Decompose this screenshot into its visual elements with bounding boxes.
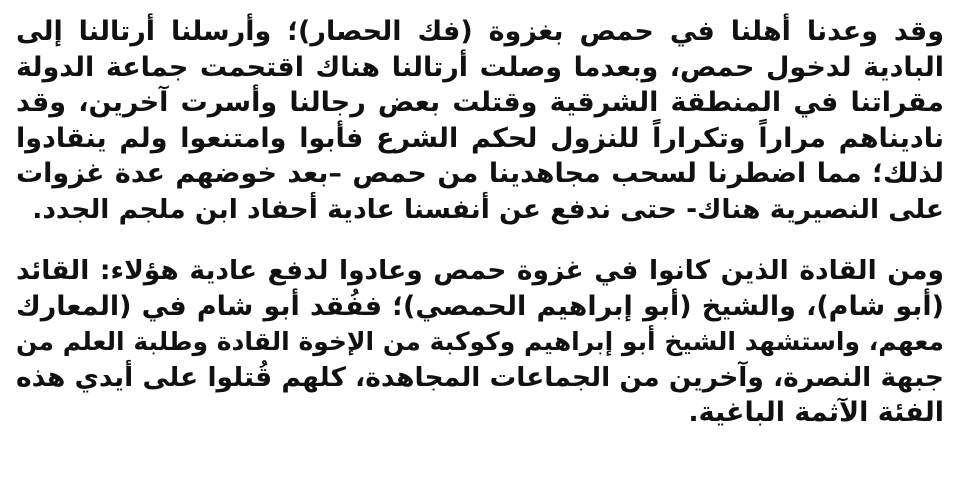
text-line: الفئة الآثمة الباغية. bbox=[688, 397, 944, 428]
text-line: (أبو شام)، والشيخ (أبو إبراهيم الحمصي)؛ ففُقد أبو شام في (المعارك bbox=[16, 290, 944, 322]
paragraph-2 bbox=[16, 253, 944, 431]
text-line: على النصيرية هناك- حتى ندفع عن أنفسنا عادية أحفاد ابن ملجم الجدد. bbox=[32, 193, 944, 225]
text-line: معهم، واستشهد الشيخ أبو إبراهيم وكوكبة من الإخوة القادة وطلبة العلم من bbox=[16, 327, 944, 356]
document-page bbox=[16, 14, 944, 431]
text-line: ناديناهم مراراً وتكراراً للنزول لحكم الشرع فأبوا وامتنعوا ولم ينقادوا bbox=[16, 122, 944, 154]
text-line: ومن القادة الذين كانوا في غزوة حمص وعادوا لدفع عادية هؤلاء: القائد bbox=[16, 255, 944, 286]
text-line: جبهة النصرة، وآخرين من الجماعات المجاهدة، كلهم قُتلوا على أيدي هذه bbox=[16, 361, 944, 393]
text-line: مقراتنا في المنطقة الشرقية وقتلت بعض رجالنا وأسرت آخرين، وقد bbox=[16, 87, 944, 118]
paragraph-1 bbox=[16, 14, 944, 227]
text-line: البادية لدخول حمص، وبعدما وصلت أرتالنا هناك اقتحمت جماعة الدولة bbox=[16, 51, 944, 83]
paragraph-gap bbox=[16, 227, 944, 253]
text-line: لذلك؛ مما اضطرنا لسحب مجاهدينا من حمص –بعد خوضهم عدة غزوات bbox=[16, 158, 944, 189]
text-line: وقد وعدنا أهلنا في حمص بغزوة (فك الحصار)؛ وأرسلنا أرتالنا إلى bbox=[16, 16, 944, 47]
